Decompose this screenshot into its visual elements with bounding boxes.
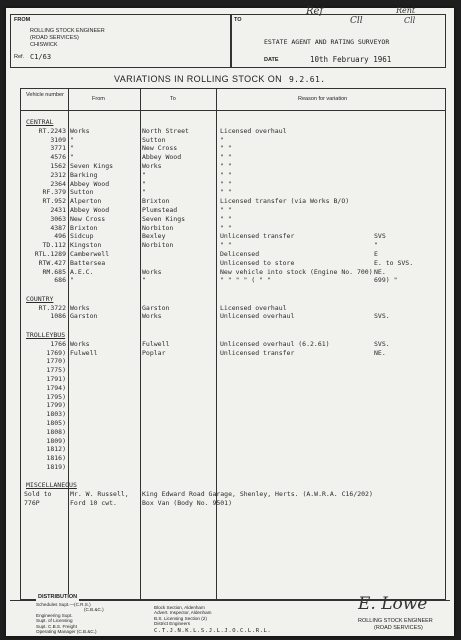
handwritten-note-1: Ref [306, 6, 324, 17]
reason-cell: " " [220, 214, 232, 223]
vehicle-cell: 1562 [50, 162, 66, 170]
dist-item: Engineering Supt. [36, 612, 73, 618]
reason-cell: Unlicensed transfer [220, 348, 295, 357]
from-cell: Seven Kings [70, 162, 114, 170]
from-cell: " [70, 276, 74, 285]
from-cell: Abbey Wood [70, 179, 110, 188]
from-cell: Mr. W. Russell, [70, 490, 129, 499]
reason-cell: Licensed overhaul [220, 303, 287, 312]
table-row [6, 188, 454, 197]
dist-item: B.S. Licensing Section (2) [154, 615, 207, 621]
vehicle-cell: RT.952 [42, 197, 66, 206]
note-cell: SVS. [374, 312, 390, 321]
vehicle-cell: 2364 [50, 179, 66, 188]
to-cell: Fulwell [142, 339, 170, 348]
vehicle-cell: 4387 [50, 223, 66, 232]
to-cell: Abbey Wood [142, 153, 182, 162]
section-heading: CENTRAL [26, 118, 54, 126]
to-cell: " [142, 170, 146, 179]
distribution-label: DISTRIBUTION [38, 594, 78, 600]
table-row [6, 144, 454, 153]
dist-item: Schedules Supt.—(C.R.S.) [36, 602, 91, 607]
col-header-to: To [170, 96, 176, 102]
vehicle-cell: 1766 [50, 339, 66, 348]
to-label: TO [234, 17, 242, 23]
from-line-1: ROLLING STOCK ENGINEER [30, 28, 105, 34]
to-cell: King Edward Road Garage, Shenley, Herts. (A.W.R.A. C16/202) [142, 490, 373, 499]
dist-item: (C.B.&C.) [84, 607, 104, 613]
dist-item: District Engineers [154, 621, 190, 627]
reason-cell: Unlicensed overhaul (6.2.61) [220, 339, 330, 348]
table-row [6, 375, 454, 384]
vehicle-cell: 1795) [46, 392, 66, 401]
title-date: 9.2.61. [288, 75, 326, 84]
col-header-from: From [92, 96, 105, 102]
vehicle-cell: 1791) [46, 374, 66, 383]
title-text: VARIATIONS IN ROLLING STOCK ON [114, 74, 283, 84]
table-row [6, 437, 454, 446]
table-row [6, 454, 454, 463]
from-cell: Works [70, 339, 90, 348]
table-row [6, 401, 454, 410]
date-label: DATE [264, 57, 279, 63]
to-cell: " [142, 188, 146, 197]
note-cell: E. to SVS. [374, 258, 414, 267]
table-row [6, 206, 454, 215]
to-cell: " [142, 276, 146, 285]
col-header-vehicle: Vehicle number [26, 92, 64, 98]
reason-cell: " " [220, 153, 232, 162]
table-row [6, 127, 454, 136]
to-cell: Sutton [142, 135, 166, 144]
reason-cell: " " [220, 179, 232, 188]
from-cell: Kingston [70, 241, 102, 250]
to-cell: Poplar [142, 348, 166, 357]
from-cell: Works [70, 126, 90, 135]
dist-item: Supt. C.B.S. Freight [36, 623, 77, 629]
table-row [6, 499, 454, 508]
vehicle-cell: Sold to [24, 490, 52, 499]
distribution-list-2 [154, 605, 211, 627]
reason-cell: " [220, 135, 224, 144]
from-cell: Sutton [70, 188, 94, 197]
ref-label: Ref. [14, 54, 25, 60]
reason-cell: Unlicensed transfer [220, 232, 295, 241]
vehicle-cell: RM.685 [42, 267, 66, 276]
from-cell: Battersea [70, 258, 106, 267]
vehicle-cell: 3771 [50, 144, 66, 153]
from-cell: New Cross [70, 214, 106, 223]
table-row [6, 215, 454, 224]
signature: E. Lowe [358, 594, 428, 614]
vehicle-cell: 1086 [50, 312, 66, 321]
vehicle-cell: 1808) [46, 427, 66, 436]
handwritten-note-3: Rent [396, 6, 416, 15]
to-cell: Seven Kings [142, 214, 186, 223]
from-cell: Ford 10 cwt. [70, 499, 117, 508]
table-row [6, 232, 454, 241]
vehicle-cell: 686 [54, 276, 66, 285]
reason-cell: Licensed overhaul [220, 126, 287, 135]
note-cell: 699) " [374, 276, 398, 285]
to-cell: Bexley [142, 232, 166, 241]
to-cell: " [142, 179, 146, 188]
note-cell: " [374, 241, 378, 250]
table-row [6, 349, 454, 358]
table-row [6, 171, 454, 180]
vehicle-cell: 1812) [46, 445, 66, 454]
from-cell: Brixton [70, 223, 98, 232]
to-cell: Plumstead [142, 206, 178, 214]
table-row [6, 276, 454, 285]
vehicle-cell: 2312 [50, 170, 66, 179]
reason-cell: " " [220, 144, 232, 153]
from-line-3: CHISWICK [30, 42, 58, 48]
from-label: FROM [14, 17, 31, 23]
table-body [6, 8, 454, 636]
table-row [6, 393, 454, 402]
dist-item: Advert. Inspector, Aldenham [154, 610, 212, 616]
vehicle-cell: RT.3722 [38, 303, 66, 312]
vehicle-cell: 1799) [46, 401, 66, 410]
table-row [6, 340, 454, 349]
reason-cell: " " [220, 223, 232, 232]
vehicle-cell: TD.112 [42, 241, 66, 250]
vehicle-cell: 3109 [50, 135, 66, 144]
section-heading: COUNTRY [26, 294, 54, 303]
from-cell: " [70, 153, 74, 162]
vehicle-cell: RT.2243 [38, 126, 66, 135]
dist-item: Supt. of Licensing [36, 618, 73, 624]
table-row [6, 384, 454, 393]
document-page [6, 8, 454, 636]
to-cell: Works [142, 312, 162, 321]
vehicle-cell: 3063 [50, 214, 66, 223]
from-cell: Works [70, 303, 90, 312]
to-value: ESTATE AGENT AND RATING SURVEYOR [264, 38, 390, 46]
col-header-reason: Reason for variation [298, 96, 348, 102]
reason-cell: " " [220, 241, 232, 250]
handwritten-note-2: Cll [350, 16, 363, 26]
table-row [6, 463, 454, 472]
from-cell: Camberwell [70, 250, 110, 258]
vehicle-cell: 776P [24, 499, 40, 508]
table-row [6, 224, 454, 233]
table-row [6, 268, 454, 277]
vehicle-cell: 1809) [46, 436, 66, 445]
table-row [6, 197, 454, 206]
reason-cell: " " " " ( " " [220, 276, 271, 285]
vehicle-cell: RTL.1289 [34, 250, 66, 258]
note-cell: NE. [374, 348, 386, 357]
vehicle-cell: 1775) [46, 366, 66, 375]
table-row [6, 366, 454, 375]
from-cell: Abbey Wood [70, 206, 110, 214]
table-row [6, 136, 454, 145]
reason-cell: New vehicle into stock (Engine No. 700) [220, 267, 373, 276]
table-row [6, 180, 454, 189]
vehicle-cell: 1770) [46, 357, 66, 366]
note-cell: E [374, 250, 378, 258]
table-row [6, 153, 454, 162]
from-cell: Alperton [70, 197, 102, 206]
vehicle-cell: 496 [54, 232, 66, 241]
table-row [6, 445, 454, 454]
to-cell: Box Van (Body No. 9501) [142, 499, 233, 508]
from-cell: Fulwell [70, 348, 98, 357]
to-cell: Norbiton [142, 241, 174, 250]
section-heading: MISCELLANEOUS [26, 481, 77, 490]
vehicle-cell: 1819) [46, 462, 66, 471]
from-cell: A.E.C. [70, 267, 94, 276]
distribution-codes: C.T.J.N.K.L.S.J.L.J.O.C.L.R.L. [154, 628, 272, 634]
date-value: 10th February 1961 [310, 55, 392, 64]
table-row [6, 428, 454, 437]
table-row [6, 490, 454, 499]
to-cell: New Cross [142, 144, 178, 153]
distribution-list-1 [36, 602, 104, 634]
signoff-line-2: (ROAD SERVICES) [374, 625, 423, 631]
to-cell: Brixton [142, 197, 170, 206]
dist-item: Operating Manager (C.B.&C.) [36, 629, 97, 635]
table-row [6, 250, 454, 259]
note-cell: SVS [374, 232, 386, 241]
vehicle-cell: 4576 [50, 153, 66, 162]
vehicle-cell: 2431 [50, 206, 66, 214]
table-row [6, 312, 454, 321]
to-cell: Works [142, 267, 162, 276]
from-cell: Garston [70, 312, 98, 321]
note-cell: NE. [374, 267, 386, 276]
to-cell: Works [142, 162, 162, 170]
vehicle-cell: RTW.427 [38, 258, 66, 267]
reason-cell: Delicensed [220, 250, 260, 258]
table-row [6, 419, 454, 428]
vehicle-cell: RF.379 [42, 188, 66, 197]
vehicle-cell: 1805) [46, 418, 66, 427]
note-cell: SVS. [374, 339, 390, 348]
to-cell: North Street [142, 126, 189, 135]
section-heading: TROLLEYBUS [26, 330, 66, 339]
vehicle-cell: 1794) [46, 383, 66, 392]
reason-cell: " " [220, 170, 232, 179]
ref-value: C1/63 [30, 53, 52, 61]
vehicle-cell: 1803) [46, 410, 66, 419]
table-row [6, 304, 454, 313]
table-row [6, 259, 454, 268]
reason-cell: " " [220, 162, 232, 170]
from-cell: " [70, 144, 74, 153]
table-row [6, 410, 454, 419]
reason-cell: Unlicensed to store [220, 258, 295, 267]
to-cell: Norbiton [142, 223, 174, 232]
reason-cell: " " [220, 188, 232, 197]
reason-cell: " " [220, 206, 232, 214]
reason-cell: Unlicensed overhaul [220, 312, 295, 321]
signoff-line-1: ROLLING STOCK ENGINEER [358, 618, 433, 624]
to-cell: Garston [142, 303, 170, 312]
dist-item: Block Section, Aldenham [154, 605, 205, 610]
reason-cell: Licensed transfer (via Works B/O) [220, 197, 350, 206]
table-row [6, 357, 454, 366]
handwritten-note-4: Cll [404, 16, 416, 25]
from-cell: Barking [70, 170, 98, 179]
vehicle-cell: 1816) [46, 454, 66, 463]
from-line-2: (ROAD SERVICES) [30, 35, 79, 41]
from-cell: Sidcup [70, 232, 94, 241]
vehicle-cell: 1769) [46, 348, 66, 357]
table-row [6, 162, 454, 171]
table-row [6, 241, 454, 250]
from-cell: " [70, 135, 74, 144]
